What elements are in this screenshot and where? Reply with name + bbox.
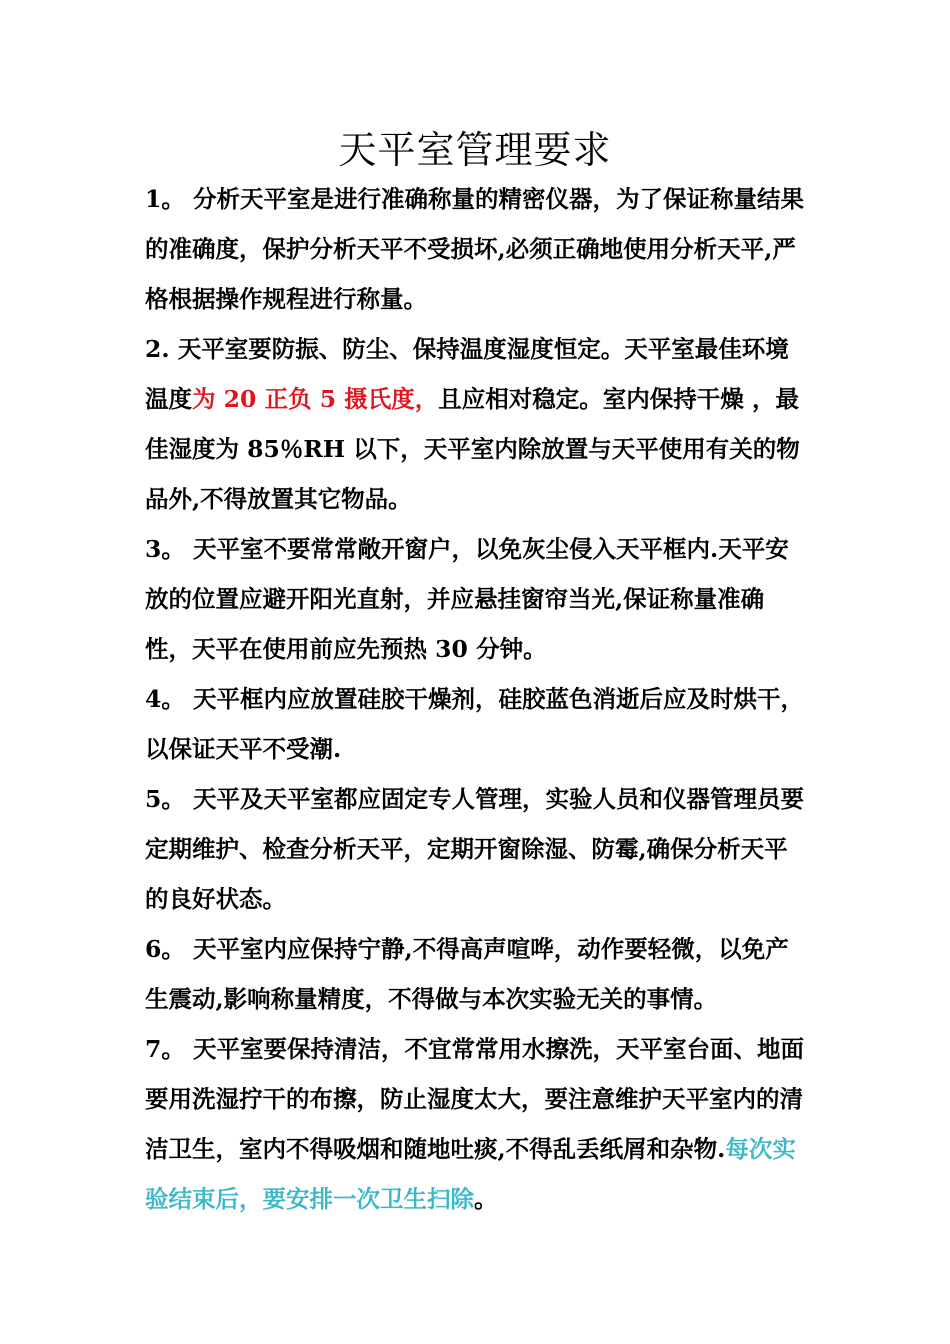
document-title: 天平室管理要求 (338, 128, 612, 172)
rule-paragraph-7-text-before: 7。 天平室要保持清洁，不宜常常用水擦洗，天平室台面、地面要用洗湿拧干的布擦，防止湿度太大，要注意维护天平室内的清洁卫生，室内不得吸烟和随地吐痰,不得乱丢纸屑和杂物. (145, 1035, 805, 1163)
rule-paragraph-1: 1。 分析天平室是进行准确称量的精密仪器，为了保证称量结果的准确度，保护分析天平不受损坏,必须正确地使用分析天平,严格根据操作规程进行称量。 (145, 185, 805, 313)
cleaning-highlight: 每次实验结束后，要安排一次卫生扫除 (145, 1135, 796, 1213)
rule-paragraph-2 (145, 324, 810, 524)
document-body (145, 174, 810, 1224)
rule-paragraph-7-text-after: 。 (474, 1185, 498, 1213)
rule-paragraph-7 (145, 1024, 810, 1224)
rule-paragraph-4: 4。 天平框内应放置硅胶干燥剂，硅胶蓝色消逝后应及时烘干，以保证天平不受潮. (145, 685, 805, 763)
temperature-highlight: 为 20 正负 5 摄氏度， (192, 385, 439, 413)
rule-paragraph-6: 6。 天平室内应保持宁静,不得高声喧哗，动作要轻微，以免产生震动,影响称量精度，不得做与本次实验无关的事情。 (145, 935, 789, 1013)
rule-paragraph-3: 3。 天平室不要常常敞开窗户，以免灰尘侵入天平框内.天平安放的位置应避开阳光直射，并应悬挂窗帘当光,保证称量准确性，天平在使用前应先预热 30 分钟。 (145, 535, 789, 663)
rule-paragraph-2-text-after: 且应相对稳定。室内保持干燥 ，最佳湿度为 85％RH 以下，天平室内除放置与天平使用有关的物品外,不得放置其它物品。 (145, 385, 800, 513)
rule-paragraph-5: 5。 天平及天平室都应固定专人管理，实验人员和仪器管理员要定期维护、检查分析天平，定期开窗除湿、防霉,确保分析天平的良好状态。 (145, 785, 805, 913)
rule-paragraph-2-text-before: 2. 天平室要防振、防尘、保持温度湿度恒定。天平室最佳环境温度 (145, 335, 789, 413)
